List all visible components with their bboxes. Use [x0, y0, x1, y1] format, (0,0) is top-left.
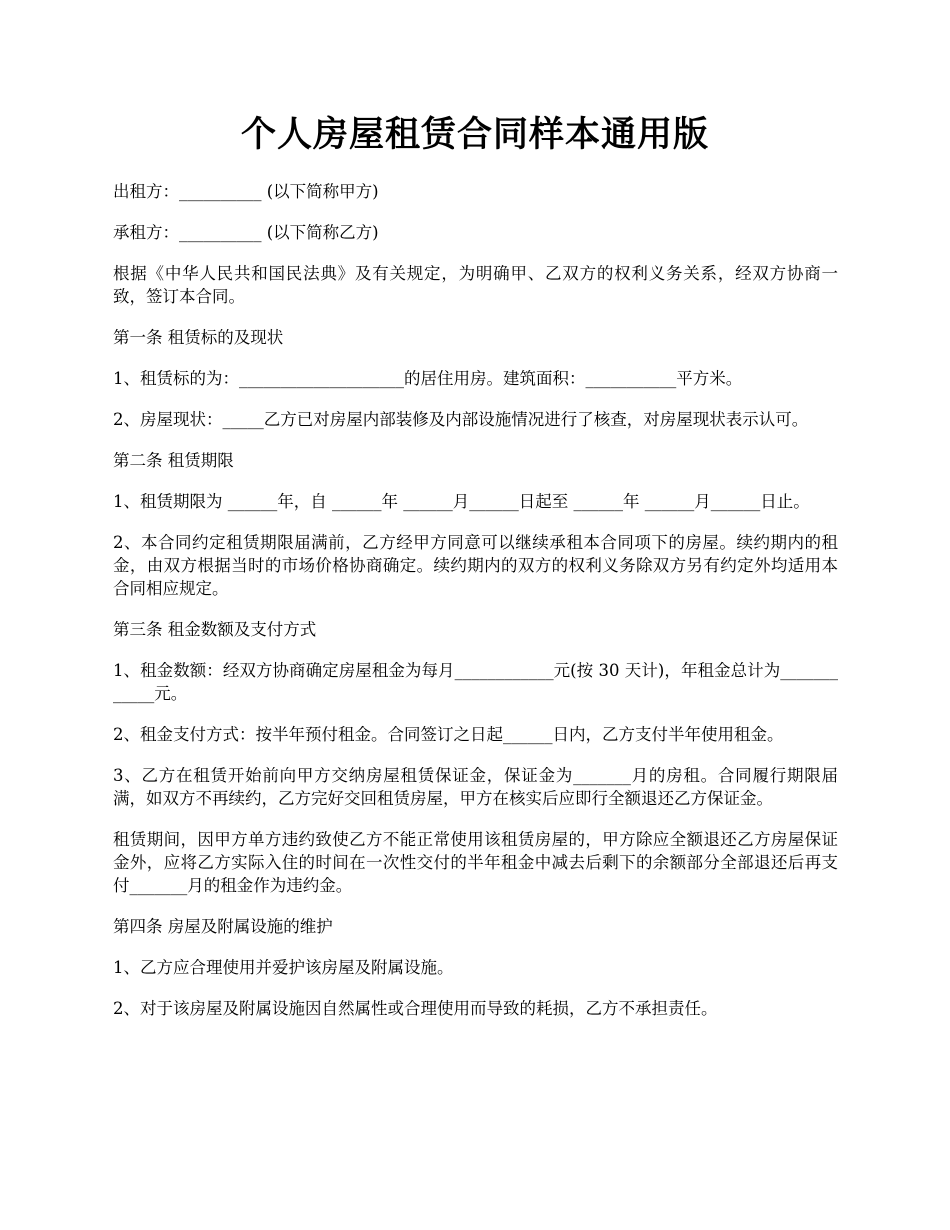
article-1-clause-2: 2、房屋现状：_____乙方已对房屋内部装修及内部设施情况进行了核查，对房屋现状表示认可。 — [113, 410, 809, 429]
article-3-clause-1: 1、租金数额：经双方协商确定房屋租金为每月____________元(按 30 天计)，年租金总计为____________元。 — [113, 661, 838, 703]
article-3-clause-3: 3、乙方在租赁开始前向甲方交纳房屋租赁保证金，保证金为_______月的房租。合同履行期限届满，如双方不再续约，乙方完好交回租赁房屋，甲方在核实后应即行全额退还乙方保证金。 — [113, 766, 838, 808]
article-4-clause-2: 2、对于该房屋及附属设施因自然属性或合理使用而导致的耗损，乙方不承担责任。 — [113, 999, 718, 1018]
document-title: 个人房屋租赁合同样本通用版 — [240, 114, 709, 155]
lessor-line: 出租方：__________ (以下简称甲方) — [113, 182, 379, 201]
lessee-line: 承租方：__________ (以下简称乙方) — [113, 223, 379, 242]
article-3-breach-paragraph: 租赁期间，因甲方单方违约致使乙方不能正常使用该租赁房屋的，甲方除应全额退还乙方房屋保证金外，应将乙方实际入住的时间在一次性交付的半年租金中减去后剩下的余额部分全部退还后再支付_______月的租金作为违约金。 — [113, 830, 838, 895]
article-2-clause-1: 1、租赁期限为 ______年，自 ______年 ______月______日起至 ______年 ______月______日止。 — [113, 492, 810, 511]
document-body — [113, 180, 838, 1038]
article-1-clause-1: 1、租赁标的为：____________________的居住用房。建筑面积：___________平方米。 — [113, 369, 743, 388]
article-3-clause-2: 2、租金支付方式：按半年预付租金。合同签订之日起______日内，乙方支付半年使用租金。 — [113, 725, 784, 744]
article-2-clause-2: 2、本合同约定租赁期限届满前，乙方经甲方同意可以继续承租本合同项下的房屋。续约期内的租金，由双方根据当时的市场价格协商确定。续约期内的双方的权利义务除双方另有约定外均适用本合同相应规定。 — [113, 533, 838, 598]
preamble-paragraph: 根据《中华人民共和国民法典》及有关规定，为明确甲、乙双方的权利义务关系，经双方协商一致，签订本合同。 — [113, 264, 838, 306]
article-2-heading: 第二条 租赁期限 — [113, 451, 234, 470]
article-4-clause-1: 1、乙方应合理使用并爱护该房屋及附属设施。 — [113, 958, 454, 977]
article-1-heading: 第一条 租赁标的及现状 — [113, 328, 284, 347]
article-4-heading: 第四条 房屋及附属设施的维护 — [113, 917, 333, 936]
article-3-heading: 第三条 租金数额及支付方式 — [113, 620, 317, 639]
